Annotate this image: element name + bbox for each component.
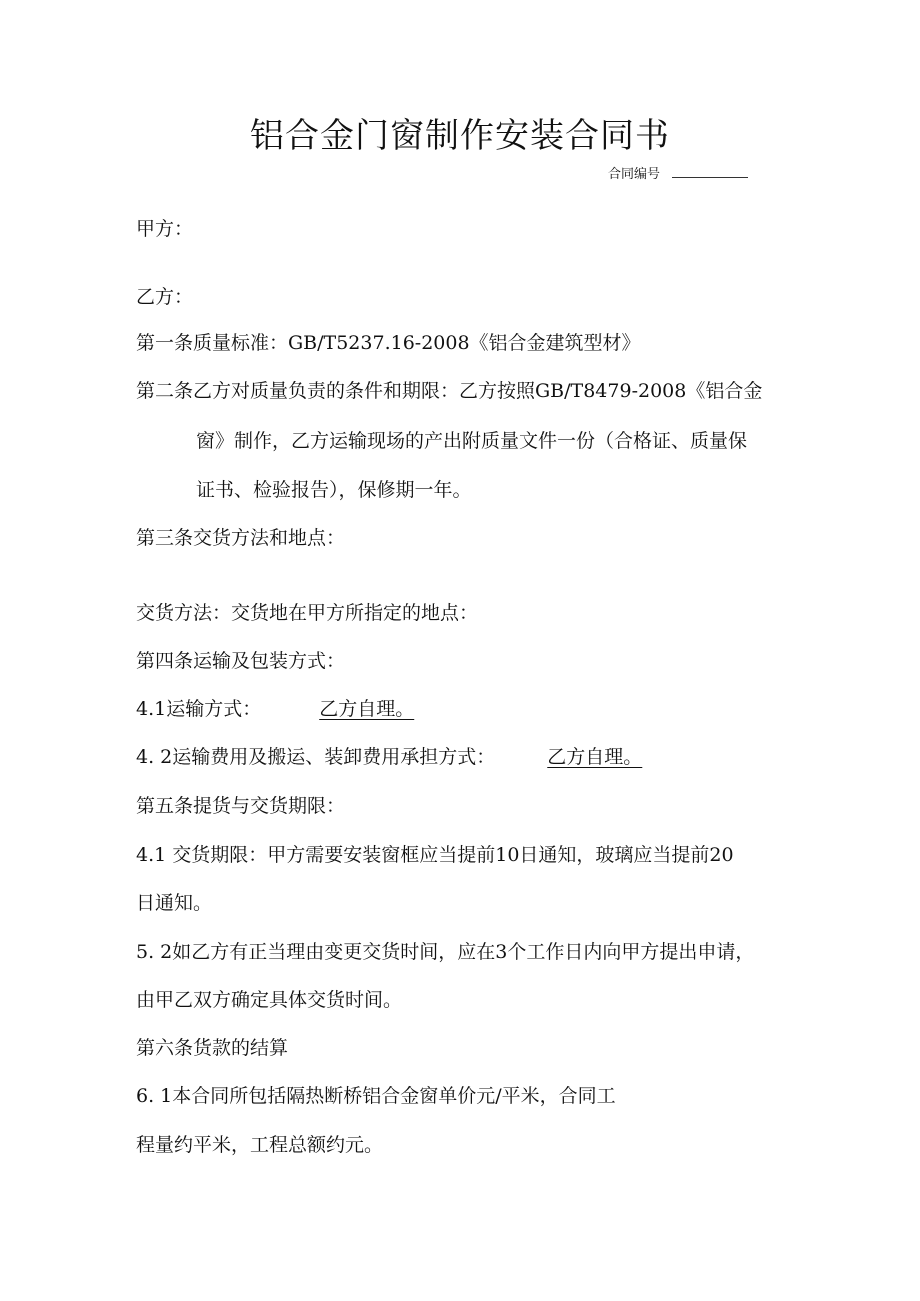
party-b: 乙方： (136, 286, 194, 308)
section-5-1-line-2: 日通知。 (136, 892, 213, 914)
section-4-1-label: 4.1运输方式： (136, 698, 262, 720)
article-2-line-2: 窗》制作，乙方运输现场的产出附质量文件一份（合格证、质量保 (196, 430, 748, 452)
article-6: 第六条货款的结算 (136, 1037, 289, 1059)
section-4-2 (136, 745, 642, 769)
article-1: 第一条质量标准：GB/T5237.16-2008《铝合金建筑型材》 (136, 332, 641, 354)
article-2-line-3: 证书、检验报告），保修期一年。 (196, 479, 472, 501)
article-5: 第五条提货与交货期限： (136, 795, 346, 817)
party-a: 甲方： (136, 218, 194, 240)
section-5-1-line-1: 4.1 交货期限：甲方需要安装窗框应当提前10日通知，玻璃应当提前20 (136, 844, 734, 866)
section-6-1-line-1: 6. 1本合同所包括隔热断桥铝合金窗单价元/平米，合同工 (136, 1085, 616, 1107)
section-4-2-value: 乙方自理。 (547, 746, 643, 768)
contract-number-label: 合同编号 (608, 167, 661, 182)
section-4-1 (136, 697, 414, 721)
document-title: 铝合金门窗制作安装合同书 (250, 116, 670, 156)
article-3: 第三条交货方法和地点： (136, 527, 346, 549)
contract-number-blank[interactable] (672, 167, 748, 178)
section-4-2-label: 4. 2运输费用及搬运、装卸费用承担方式： (136, 746, 496, 768)
contract-number (608, 163, 748, 182)
section-5-2-line-1: 5. 2如乙方有正当理由变更交货时间，应在3个工作日内向甲方提出申请， (136, 941, 755, 963)
section-6-1-line-2: 程量约平米，工程总额约元。 (136, 1134, 384, 1156)
section-4-1-value: 乙方自理。 (319, 698, 415, 720)
section-5-2-line-2: 由甲乙双方确定具体交货时间。 (136, 989, 403, 1011)
delivery-method: 交货方法：交货地在甲方所指定的地点： (136, 602, 479, 624)
article-2-line-1: 第二条乙方对质量负责的条件和期限：乙方按照GB/T8479-2008《铝合金 (136, 380, 763, 402)
article-4: 第四条运输及包装方式： (136, 650, 346, 672)
